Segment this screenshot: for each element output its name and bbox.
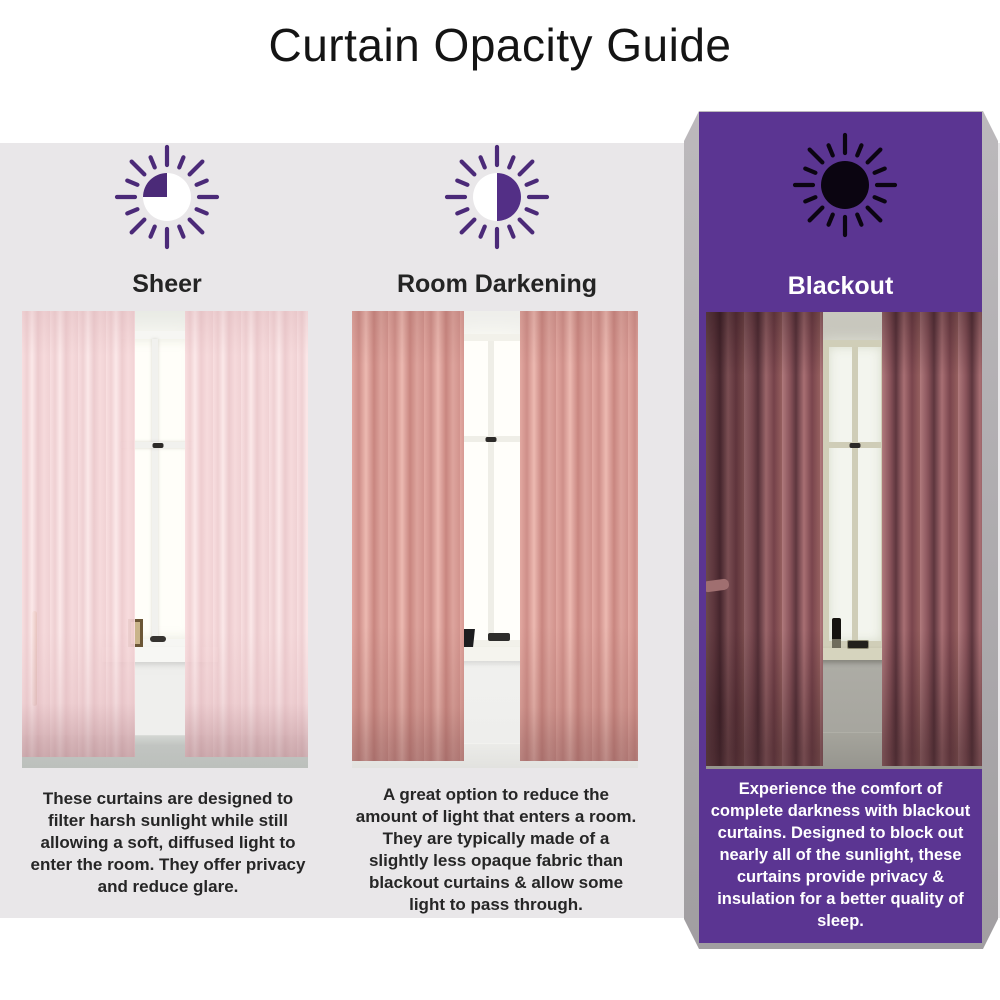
sheer-heading: Sheer xyxy=(132,270,202,298)
blackout-curtain-photo xyxy=(706,312,982,769)
room-darkening-heading: Room Darkening xyxy=(396,270,598,298)
curtain-tieback xyxy=(706,578,730,593)
page-title: Curtain Opacity Guide xyxy=(268,19,732,71)
window xyxy=(822,340,888,648)
blackout-curtain-left xyxy=(706,312,823,766)
blackout-description: Experience the comfort of complete darkness with blackout curtains. Designed to block out nearly all of the sunlight, these curtains provide privacy & insulation for a better quality of sleep. xyxy=(710,780,971,930)
sheer-description: These curtains are designed to filter harsh sunlight while still allowing a soft, diffused light to enter the room. They offer privacy and reduce glare. xyxy=(30,789,306,896)
window-latch xyxy=(850,443,861,448)
sash-handle xyxy=(847,640,869,649)
sun-fully-darkened-icon xyxy=(790,130,900,240)
window-muntin-vertical xyxy=(852,347,858,641)
window-muntin-horizontal xyxy=(829,442,881,448)
sill-bottle xyxy=(832,618,841,648)
room-darkening-description: A great option to reduce the amount of light that enters a room. They are typically made of a slightly less opaque fabric than blackout curtains & allow some light to pass through. xyxy=(355,785,637,914)
blackout-heading: Blackout xyxy=(787,272,894,300)
blackout-curtain-right xyxy=(882,312,982,766)
